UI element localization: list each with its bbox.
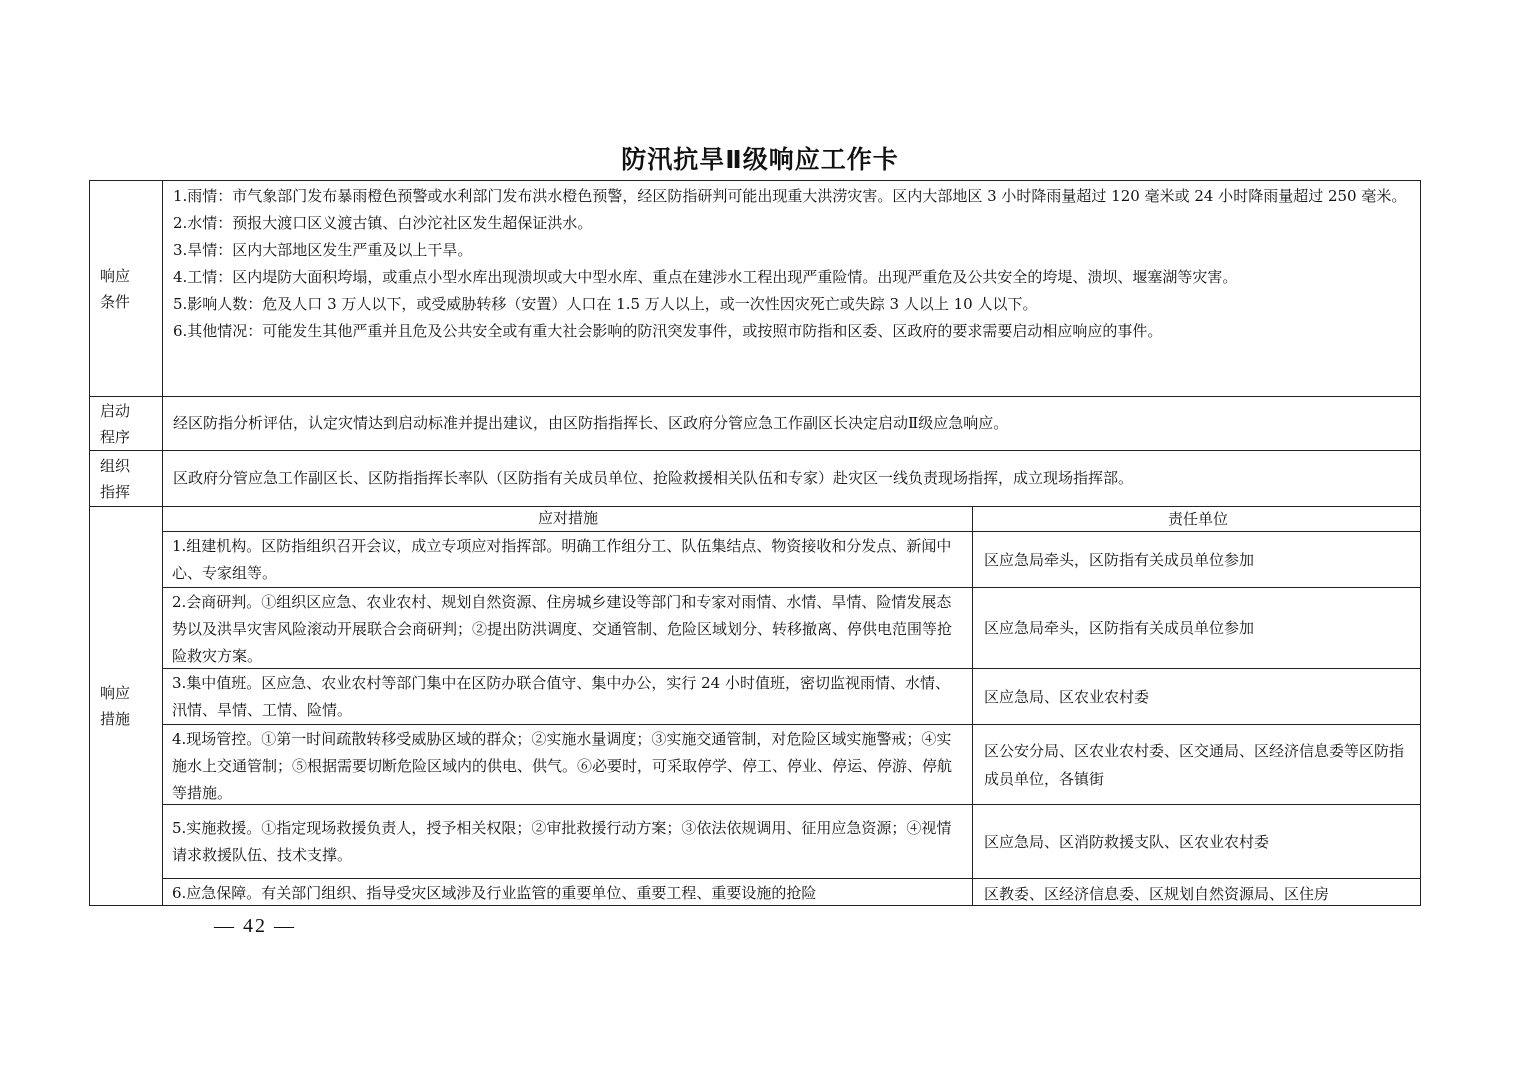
condition-item: 1.雨情：市气象部门发布暴雨橙色预警或水利部门发布洪水橙色预警，经区防指研判可能出现重大洪涝灾害。区内大部地区 3 小时降雨量超过 120 毫米或 24 小时降雨量超过 250 毫米。 <box>173 187 1407 205</box>
condition-item: 3.旱情：区内大部地区发生严重及以上干旱。 <box>173 241 473 259</box>
measures-row <box>90 507 1420 905</box>
measure-cell: 2.会商研判。①组织区应急、农业农村、规划自然资源、住房城乡建设等部门和专家对雨情、水情、旱情、险情发展态势以及洪旱灾害风险滚动开展联合会商研判；②提出防洪调度、交通管制、危险区域划分、转移撤离、停供电范围等抢险救灾方案。 <box>163 588 973 668</box>
table-row <box>163 879 1420 905</box>
measure-cell: 5.实施救援。①指定现场救援负责人，授予相关权限；②审批救援行动方案；③依法依规调用、征用应急资源；④视情请求救援队伍、技术支撑。 <box>163 805 973 878</box>
conditions-row <box>90 181 1420 397</box>
measure-cell: 6.应急保障。有关部门组织、指导受灾区域涉及行业监管的重要单位、重要工程、重要设施的抢险 <box>163 879 973 905</box>
command-content: 区政府分管应急工作副区长、区防指指挥长率队（区防指有关成员单位、抢险救援相关队伍和专家）赴灾区一线负责现场指挥，成立现场指挥部。 <box>173 469 1134 487</box>
measures-table <box>163 507 1420 905</box>
measure-cell: 4.现场管控。①第一时间疏散转移受威胁区域的群众；②实施水量调度；③实施交通管制，对危险区域实施警戒；④实施水上交通管制；⑤根据需要切断危险区域内的供电、供气。⑥必要时，可采取停学、停工、停业、停运、停游、停航等措施。 <box>163 725 973 804</box>
condition-item: 5.影响人数：危及人口 3 万人以下，或受威胁转移（安置）人口在 1.5 万人以上，或一次性因灾死亡或失踪 3 人以上 10 人以下。 <box>173 295 1038 313</box>
startup-content: 经区防指分析评估，认定灾情达到启动标准并提出建议，由区防指指挥长、区政府分管应急工作副区长决定启动Ⅱ级应急响应。 <box>173 414 1009 432</box>
command-label: 组织指挥 <box>90 451 163 506</box>
measures-label: 响应措施 <box>90 507 163 905</box>
condition-item: 4.工情：区内堤防大面积垮塌，或重点小型水库出现溃坝或大中型水库、重点在建涉水工程出现严重险情。出现严重危及公共安全的垮堤、溃坝、堰塞湖等灾害。 <box>173 268 1238 286</box>
command-row <box>90 451 1420 507</box>
page-title: 防汛抗旱Ⅱ级响应工作卡 <box>621 145 899 174</box>
page-number: — 42 — <box>214 915 296 937</box>
table-row <box>163 805 1420 879</box>
conditions-label: 响应条件 <box>90 181 163 396</box>
table-row <box>163 669 1420 725</box>
unit-cell: 区应急局、区农业农村委 <box>984 687 1150 706</box>
unit-cell: 区应急局牵头，区防指有关成员单位参加 <box>984 550 1255 569</box>
condition-item: 6.其他情况：可能发生其他严重并且危及公共安全或有重大社会影响的防汛突发事件，或按照市防指和区委、区政府的要求需要启动相应响应的事件。 <box>173 322 1163 340</box>
condition-item: 2.水情：预报大渡口区义渡古镇、白沙沱社区发生超保证洪水。 <box>173 214 593 232</box>
table-row <box>163 588 1420 669</box>
measure-cell: 1.组建机构。区防指组织召开会议，成立专项应对指挥部。明确工作组分工、队伍集结点、物资接收和分发点、新闻中心、专家组等。 <box>163 532 973 587</box>
table-row <box>163 532 1420 588</box>
unit-column-header: 责任单位 <box>1167 510 1228 528</box>
measure-column-header: 应对措施 <box>163 507 973 531</box>
startup-label: 启动程序 <box>90 397 163 450</box>
table-row <box>163 725 1420 805</box>
measure-cell: 3.集中值班。区应急、农业农村等部门集中在区防办联合值守、集中办公，实行 24 小时值班，密切监视雨情、水情、汛情、旱情、工情、险情。 <box>163 669 973 724</box>
unit-cell: 区公安分局、区农业农村委、区交通局、区经济信息委等区防指成员单位，各镇街 <box>984 741 1405 788</box>
work-card-table <box>89 180 1421 906</box>
conditions-content <box>163 181 1420 396</box>
measures-header-row <box>163 507 1420 532</box>
unit-cell: 区应急局牵头，区防指有关成员单位参加 <box>984 619 1255 637</box>
unit-cell: 区教委、区经济信息委、区规划自然资源局、区住房 <box>984 885 1330 903</box>
startup-row <box>90 397 1420 451</box>
unit-cell: 区应急局、区消防救援支队、区农业农村委 <box>984 832 1270 851</box>
